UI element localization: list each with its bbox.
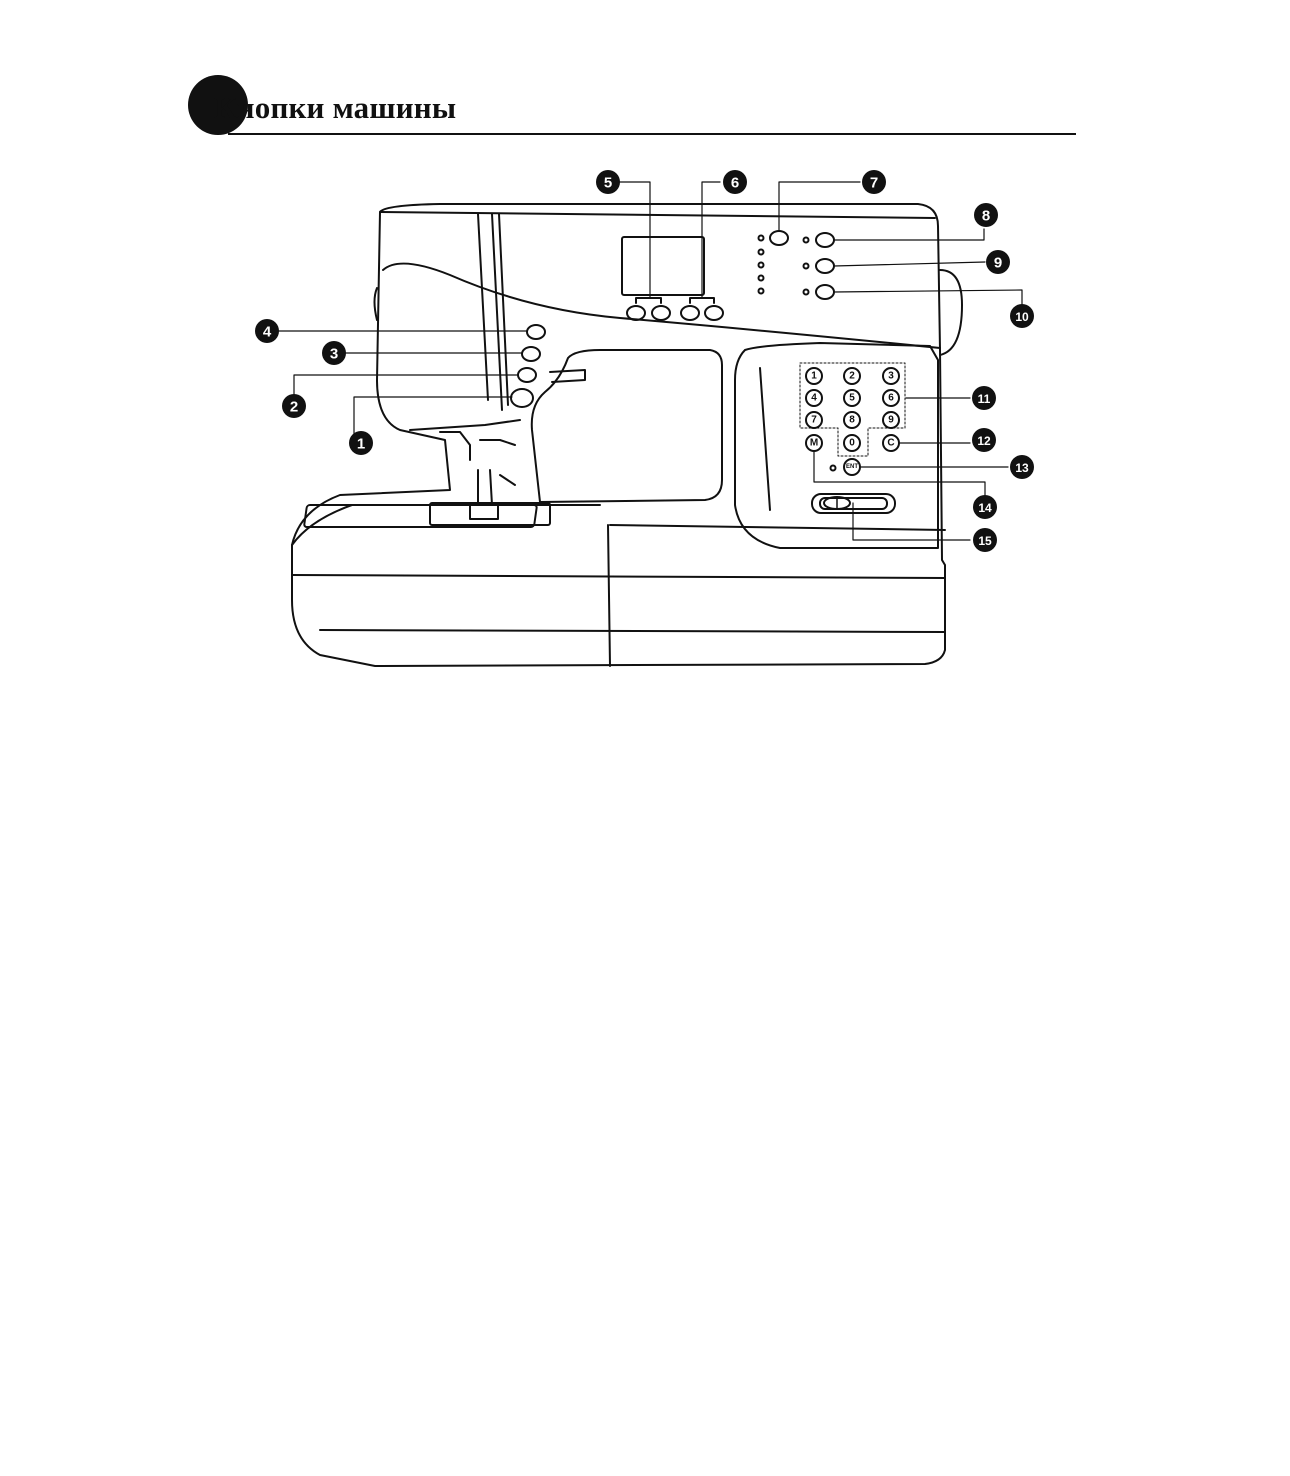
svg-text:1: 1: [356, 435, 366, 453]
keypad-label-7: 7: [811, 414, 817, 426]
head-bottom: [410, 420, 520, 430]
presser-foot: [440, 432, 515, 505]
svg-text:7: 7: [869, 174, 879, 192]
bed-right-seam: [610, 525, 945, 530]
svg-text:13: 13: [1015, 461, 1029, 475]
callout-14: [973, 495, 997, 519]
page-title: Кнопки машины: [214, 90, 457, 125]
lcd-display: [622, 237, 704, 295]
keypad-label-5: 5: [849, 392, 855, 404]
led-indicator: [759, 289, 764, 294]
display-button-5b: [652, 306, 670, 320]
svg-text:6: 6: [730, 174, 740, 192]
head-button-3: [522, 347, 540, 361]
head-button-2: [518, 368, 536, 382]
left-knob: [375, 288, 378, 320]
button-10: [816, 285, 834, 299]
svg-text:12: 12: [977, 434, 991, 448]
svg-text:11: 11: [977, 392, 991, 406]
callout-15: [973, 528, 997, 552]
enter-key-label: ENT: [846, 464, 858, 470]
keypad-label-3: 3: [888, 370, 894, 382]
svg-text:3: 3: [329, 345, 339, 363]
keypad-label-8: 8: [849, 414, 855, 426]
keypad-label-1: 1: [811, 370, 817, 382]
leader-1: [354, 397, 512, 440]
leader-7: [779, 182, 860, 231]
display-button-5a: [627, 306, 645, 320]
callouts: [255, 170, 1034, 552]
keypad-label-9: 9: [888, 414, 894, 426]
callout-13: [1010, 455, 1034, 479]
display-button-6a: [681, 306, 699, 320]
callout-4: [255, 319, 279, 343]
svg-text:15: 15: [978, 534, 992, 548]
leader-8: [834, 229, 984, 240]
head-button-1: [511, 389, 533, 407]
feed-dogs: [470, 505, 498, 519]
svg-text:8: 8: [981, 207, 991, 225]
callout-11: [972, 386, 996, 410]
led-indicator: [759, 236, 764, 241]
callout-3: [322, 341, 346, 365]
head-button-4: [527, 325, 545, 339]
base-center-seam: [608, 525, 610, 666]
keypad-label-2: 2: [849, 370, 855, 382]
keypad-label-6: 6: [888, 392, 894, 404]
bracket-6: [690, 298, 714, 303]
callout-10: [1010, 304, 1034, 328]
callout-8: [974, 203, 998, 227]
keypad-label-0: 0: [849, 437, 855, 449]
handwheel: [940, 270, 962, 355]
arm-top-line: [380, 212, 935, 218]
machine-body-outline: [289, 204, 945, 666]
led-indicator: [759, 263, 764, 268]
callout-12: [972, 428, 996, 452]
callout-5: [596, 170, 620, 194]
throat-window: [532, 350, 722, 502]
leader-10: [834, 290, 1022, 304]
throat-plate: [430, 503, 550, 525]
led-indicator: [759, 276, 764, 281]
needle-plate: [304, 505, 537, 527]
leader-14: [814, 451, 985, 495]
clear-key-label: C: [887, 437, 895, 449]
memory-led: [831, 466, 836, 471]
base-lower-line: [320, 630, 945, 632]
leader-5: [620, 182, 650, 297]
led-indicator: [759, 250, 764, 255]
display-button-6b: [705, 306, 723, 320]
button-7: [770, 231, 788, 245]
bracket-5: [636, 298, 661, 303]
needle-column: [478, 214, 508, 410]
button-8: [816, 233, 834, 247]
svg-text:4: 4: [262, 323, 272, 341]
callout-7: [862, 170, 886, 194]
keypad-label-4: 4: [811, 392, 817, 404]
svg-text:2: 2: [289, 398, 299, 416]
leader-2: [294, 375, 518, 404]
callout-6: [723, 170, 747, 194]
panel-divider: [760, 368, 770, 510]
memory-key-label: M: [809, 437, 819, 449]
svg-text:5: 5: [603, 174, 613, 192]
leader-9: [834, 262, 985, 266]
callout-9: [986, 250, 1010, 274]
svg-text:14: 14: [978, 501, 992, 515]
base-front-line: [292, 575, 945, 578]
svg-text:9: 9: [993, 254, 1003, 272]
callout-1: [349, 431, 373, 455]
svg-text:10: 10: [1015, 310, 1029, 324]
sewing-machine-diagram: [0, 0, 1290, 700]
callout-2: [282, 394, 306, 418]
button-9: [816, 259, 834, 273]
